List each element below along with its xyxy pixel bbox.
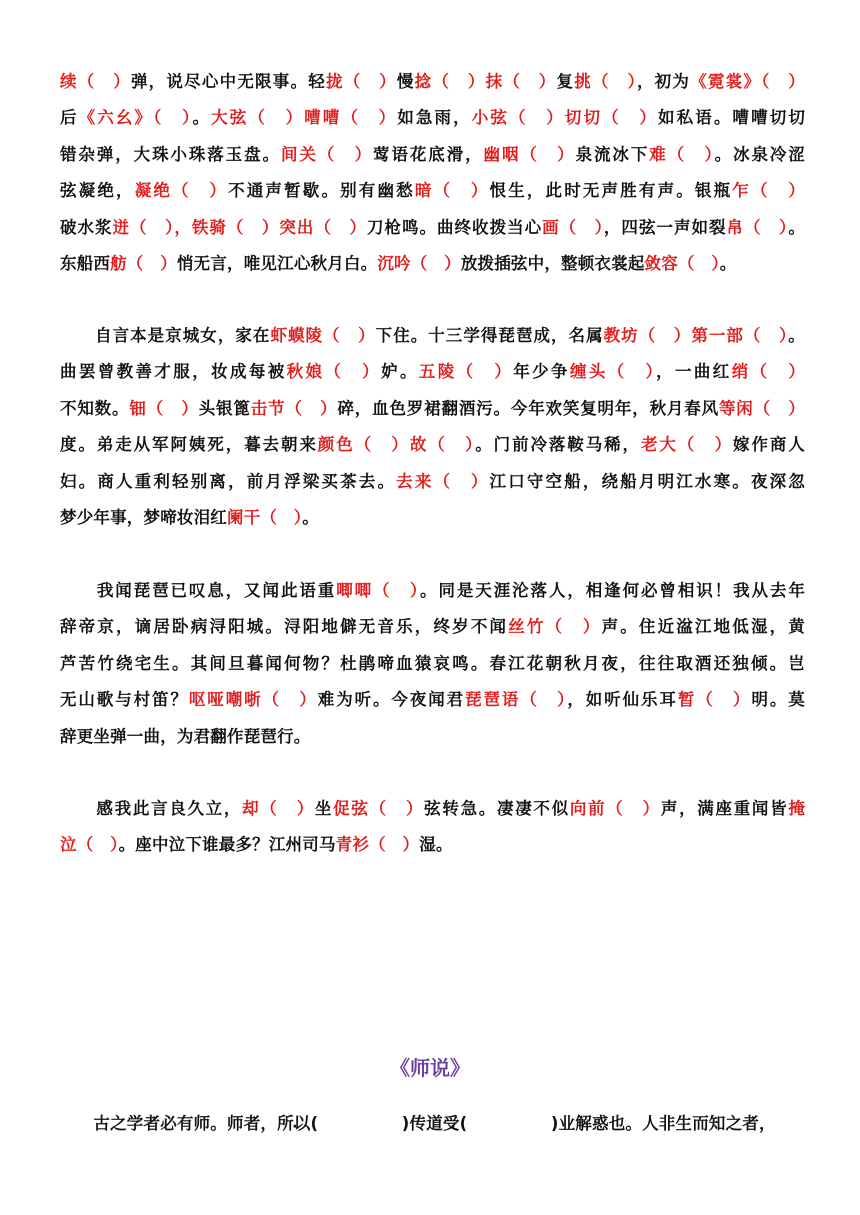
text-line [60, 719, 805, 755]
text-run: 声，满座重闻皆 [660, 799, 789, 818]
text-run: ( )业解惑也。人非生而知之者， [459, 1114, 776, 1133]
text-run: 感我此言良久立， [60, 799, 243, 818]
text-run: 坐 [314, 799, 334, 818]
fill-blank-term: 教坊（ ）第一部（ ） [603, 326, 789, 345]
text-line [60, 210, 805, 246]
text-run: 妒。 [381, 362, 419, 382]
text-run: 莺语花底滑， [373, 144, 484, 164]
text-run: 辞帝京，谪居卧病浔阳城。浔阳地僻无音乐，终岁不闻 [60, 617, 509, 637]
text-run: 弦凝绝， [60, 181, 135, 201]
text-run: 。 [192, 108, 212, 128]
text-run: 嫁作商人 [733, 435, 805, 455]
text-run: 破水浆 [60, 217, 113, 237]
text-run: 弹，说尽心中无限事。轻 [130, 72, 326, 91]
text-run: 梦少年事，梦啼妆泪红 [60, 507, 227, 527]
text-run: 。 [302, 507, 319, 527]
text-line [60, 64, 805, 100]
text-run: 年少争 [513, 362, 570, 382]
fill-blank-term: 切切（ ） [564, 108, 659, 128]
text-run: ，一曲红 [656, 362, 732, 382]
text-run: 不知数。 [60, 398, 130, 418]
text-line [60, 573, 805, 609]
text-run: 曲罢曾教善才服，妆成每被 [60, 362, 287, 382]
fill-blank-term: 去来（ ） [396, 471, 490, 491]
fill-blank-term: 向前（ ） [569, 799, 661, 818]
text-run: 声。住近湓江地低湿，黄 [601, 617, 806, 637]
text-run: 。 [788, 217, 806, 237]
fill-blank-term: 迸（ ），铁骑（ ）突出（ ） [112, 217, 367, 237]
fill-blank-term: 促弦（ ） [333, 799, 425, 818]
fill-blank-term: 沉吟（ ） [377, 253, 461, 273]
fill-blank-term: 却（ ） [242, 799, 315, 818]
fill-blank-term: 虾蟆陵（ ） [270, 326, 376, 345]
fill-blank-term: 捻（ ） [414, 72, 486, 91]
text-run: 。 [788, 326, 805, 345]
text-line [60, 354, 805, 390]
text-line [60, 791, 805, 827]
paragraph-3 [60, 573, 805, 755]
emphasis-text: 受 · [443, 1114, 460, 1133]
fill-blank-term: 掩 [788, 799, 806, 818]
text-run: 慢 [396, 72, 415, 91]
paragraph-4 [60, 791, 805, 864]
text-run: 如私语。嘈嘈切切 [658, 108, 806, 128]
text-line [60, 827, 805, 863]
text-run: 芦苦竹绕宅生。其间旦暮闻何物？杜鹃啼血猿哀鸣。春江花朝秋月夜，往往取酒还独倾。岂 [60, 653, 805, 673]
text-run: 妇。商人重利轻别离，前月浮梁买茶去。 [60, 471, 397, 491]
text-line [60, 464, 805, 500]
text-run: ( )传道 [310, 1114, 443, 1133]
fill-blank-term: 钿（ ） [129, 398, 199, 418]
fill-blank-term: 挑（ ） [574, 72, 637, 91]
text-run: 。冰泉冷涩 [714, 144, 806, 164]
text-line [60, 100, 805, 136]
fill-blank-term: 敛容（ ） [644, 253, 720, 273]
text-run: ，初为 [636, 72, 691, 91]
text-run: 东船西 [60, 253, 111, 273]
text-run: 无山歌与村笛？ [60, 690, 189, 710]
fill-blank-term: 击节（ ） [250, 398, 338, 418]
paragraph-1 [60, 64, 805, 282]
text-run: 我闻琵琶已叹息，又闻此语重 [60, 581, 337, 600]
fill-blank-term: 阑干（ ） [227, 507, 303, 527]
text-run: 度。弟走从军阿姨死，暮去朝来 [60, 435, 318, 455]
text-run: 江口守空船，绕船月明江水寒。夜深忽 [489, 471, 805, 491]
text-run: 明。莫 [751, 690, 805, 710]
text-line [60, 427, 805, 463]
text-run: 。同是天涯沦落人，相逢何必曾相识！我从去年 [420, 581, 806, 600]
fill-blank-term: 幽咽（ ） [483, 144, 576, 164]
fill-blank-term: 暗（ ） [414, 181, 490, 201]
fill-blank-term: 难（ ） [649, 144, 715, 164]
text-run: 。座中泣下谁最多？江州司马 [118, 835, 336, 855]
fill-blank-term: 琵琶语（ ） [465, 690, 568, 710]
fill-blank-term: 绡（ ） [731, 362, 806, 382]
fill-blank-term: 颜色（ ）故（ ） [317, 435, 476, 455]
text-run: 古之学者必有师。师者， [60, 1114, 278, 1133]
text-run: 恨生，此时无声胜有声。银瓶 [489, 181, 733, 201]
text-run: 碎，血色罗裙翻酒污。今年欢笑复明年，秋月春风 [337, 398, 719, 418]
fill-blank-term: 丝竹（ ） [508, 617, 602, 637]
text-run: 后 [60, 108, 79, 128]
emphasis-text: 所以 · [277, 1114, 310, 1133]
fill-blank-term: 五陵（ ） [418, 362, 514, 382]
text-run: 刀枪鸣。曲终收拨当心 [366, 217, 543, 237]
fill-blank-term: 嘈嘈（ ） [304, 108, 398, 128]
text-run: 自言本是京城女，家在 [60, 326, 271, 345]
text-run: 弦转急。凄凄不似 [424, 799, 570, 818]
fill-blank-term: 续（ ） [60, 72, 131, 91]
text-line [60, 391, 805, 427]
fill-blank-term: 唧唧（ ） [336, 581, 421, 600]
text-run: 不通声暂歇。别有幽愁 [228, 181, 415, 201]
fill-blank-term: 暂（ ） [677, 690, 752, 710]
text-line [60, 682, 805, 718]
text-line [60, 609, 805, 645]
section-title: 《师说》 [390, 1056, 470, 1080]
fill-blank-term: 舫（ ） [110, 253, 177, 273]
fill-blank-term: 呕哑嘲哳（ ） [188, 690, 318, 710]
text-run: 难为听。今夜闻君 [317, 690, 466, 710]
text-run: 辞更坐弹一曲，为君翻作琵琶行。 [60, 726, 311, 746]
fill-blank-term: 大弦（ ） [211, 108, 305, 128]
text-line [60, 646, 805, 682]
fill-blank-term: 《六幺》（ ） [78, 108, 193, 128]
fill-blank-term: 秋娘（ ） [286, 362, 382, 382]
fill-blank-term: 小弦（ ） [471, 108, 565, 128]
fill-blank-term: 缠头（ ） [569, 362, 657, 382]
text-run: 下住。十三学得琵琶成，名属 [375, 326, 604, 345]
text-run: 复 [556, 72, 575, 91]
fill-blank-term: 乍（ ） [732, 181, 806, 201]
text-run: 。门前冷落鞍马稀， [475, 435, 641, 455]
text-run: 悄无言，唯见江心秋月白。 [176, 253, 378, 273]
text-run: ，如听仙乐耳 [567, 690, 678, 710]
fill-blank-term: 老大（ ） [640, 435, 734, 455]
text-line [60, 246, 805, 282]
fill-blank-term: 间关（ ） [280, 144, 374, 164]
text-run: 泉流冰下 [575, 144, 650, 164]
text-line [60, 1106, 805, 1142]
fill-blank-term: 泣（ ） [60, 835, 119, 855]
fill-blank-term: 《霓裳》（ ） [690, 72, 805, 91]
text-run: 湿。 [419, 835, 453, 855]
fill-blank-term: 帛（ ） [726, 217, 789, 237]
text-run: 错杂弹，大珠小珠落玉盘。 [60, 144, 281, 164]
paragraph-2 [60, 318, 805, 536]
fill-blank-term: 拢（ ） [325, 72, 397, 91]
fill-blank-term: 画（ ） [542, 217, 604, 237]
text-run: 头银篦 [198, 398, 251, 418]
paragraph-shishuo [60, 1106, 805, 1142]
fill-blank-term: 凝绝（ ） [134, 181, 229, 201]
text-run: 放拨插弦中，整顿衣裳起 [460, 253, 645, 273]
text-line [60, 137, 805, 173]
text-line [60, 318, 805, 354]
fill-blank-term: 等闲（ ） [718, 398, 805, 418]
text-line [60, 500, 805, 536]
text-run: 如急雨， [397, 108, 472, 128]
text-line [60, 173, 805, 209]
text-run: 。 [719, 253, 737, 273]
text-run: ，四弦一声如裂 [603, 217, 727, 237]
fill-blank-term: 抹（ ） [485, 72, 557, 91]
fill-blank-term: 青衫（ ） [335, 835, 420, 855]
